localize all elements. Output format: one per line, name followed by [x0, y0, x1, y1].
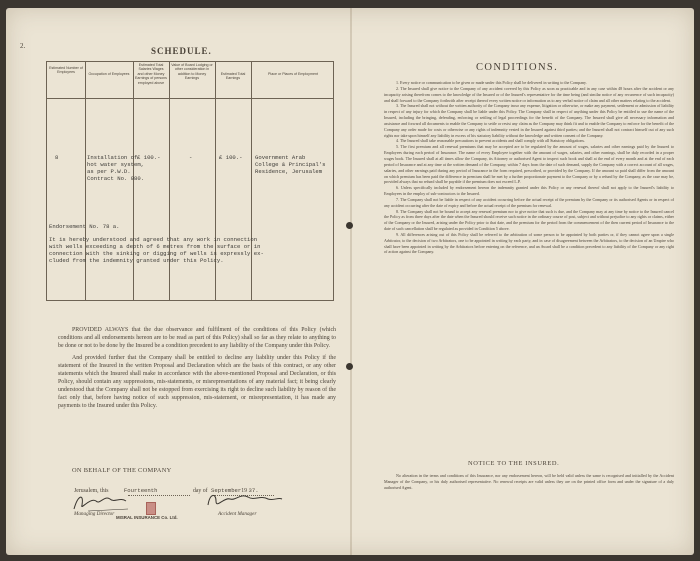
cell-occupation-1: Installation of: [87, 154, 138, 161]
page-number: 2.: [20, 42, 26, 50]
policy-sheet: [6, 8, 694, 555]
cell-place-1: Government Arab: [255, 154, 306, 161]
punch-hole-top: [346, 222, 353, 229]
endorsement-line: It is hereby understood and agreed that any work in connection: [49, 236, 258, 243]
cell-employees: 8: [55, 154, 59, 161]
on-behalf-heading: ON BEHALF OF THE COMPANY: [72, 467, 172, 474]
provided-paragraph: PROVIDED ALWAYS that the due observance and fulfilment of the conditions of this Policy (which conditions and all endorsements hereon are to be read as part of this Policy) shall so far as they relate to anything to be done or not to be done by the Insured be a condition precedent to any liability of the Company under this Policy.: [58, 327, 336, 349]
dated-month: September: [211, 487, 242, 494]
cell-occupation-3: as per P.W.D.: [87, 168, 131, 175]
conditions-body: [384, 80, 674, 255]
endorsement-title: Endorsement No. 78 a.: [49, 223, 120, 230]
provided-clause: [58, 326, 336, 414]
condition-7: 7. The Company shall not be liable in respect of any accident occurring before the actual receipt of the premium by the Company or its authorised Agents or in respect of any accident occurring after the date of expiry and before the actual receipt of the premium for renewal.: [384, 196, 674, 208]
provided-paragraph: And provided further that the Company shall be entitled to decline any liability under this Policy if the statement of the Insured in the written Proposal and Declaration which are the basis of this contract, or any other statements which the Insured shall make in accordance with the above-mentioned Proposal and Declaration, or this Policy, should contain any suppressions, mis-statements, or misrepresentations of any material fact; it being clearly understood that the Company shall not be estopped from exercising its right to decline such liability by reason of the fact only that, before having notice of such suppression, mis-statement, or misrepresentation, it has made any payments to the Insured under this Policy.: [58, 355, 336, 409]
dated-year: 37.: [248, 487, 259, 494]
header-board: Value of Board Lodging or other consideration in addition to Money Earnings: [171, 63, 213, 81]
schedule-table: [46, 61, 334, 301]
header-employees: Estimated Number of Employees: [49, 66, 83, 75]
cell-occupation-2: hot water system,: [87, 161, 145, 168]
condition-5: 5. The first premium and all renewal premiums that may be accepted are to be regulated by the amount of wages, salaries and other earnings paid by the Insured to Employees during each period of Insurance. The name of every Employee together with the amount of wages, salaries, and other earnings, shall be duly recorded in a proper wages book. The Insured shall at all times allow the Company, its Attorney or authorised Agent to inspect such book and shall at the end of every month and at the end of each period of Insurance and at any time at the written demand of the Company, within 7 days from the date of such demand, supply the Company with a correct account of all wages, salaries, and other earnings paid during any period of Insurance in the form required, prescribed, or provided by the Company. If the amount so paid shall differ from the amount on which premium has been paid the difference in premium shall be met by a further proportionate payment to the Company or by a refund by the Company, as the case may be, provided always that no refund shall be payable if the premium does not exceed L.P.: [384, 144, 674, 185]
notice-text: No alteration in the terms and conditions of this Insurance, nor any endorsement hereon, will be held valid unless the same is recognised and initialled by the Accident Manager of the Company, or his duly authorised representative. No renewal receipts are valid unless they are on the printed office form and under the signature of a duly authorised Agent.: [384, 473, 674, 490]
condition-8: 8. The Company shall not be bound to accept any renewal premium nor to give notice that such is due, and the Company may at any time by notice to the Insured cancel the Policy as from three days after the date when the Insured should receive such notice in the ordinary course of post, subject and without prejudice to any rights or claims, either of the Company or the Insured, arising under the Policy prior to that date, and the premium for the period from the commencement of the then current period of Insurance to the date of such cancellation shall be regulated as provided in Condition 5 above.: [384, 208, 674, 232]
accident-manager-label: Accident Manager: [218, 511, 257, 517]
condition-9: 9. All differences arising out of this Policy shall be referred to the arbitration of some person to be appointed by both parties or, if they cannot agree upon a single Arbitrator, to the decision of two Arbitrators, one to be appointed in writing by each party, and in case of disagreement between the Arbitrators, to the decision of an Umpire who shall have been appointed in writing by the Arbitrators before entering on the reference, and an Award shall be a condition precedent to any liability of the Company or any right of action against the Company.: [384, 231, 674, 255]
cell-place-2: College & Principal's: [255, 161, 326, 168]
cell-place-3: Residence, Jerusalem: [255, 168, 323, 175]
cell-occupation-4: Contract No. 980.: [87, 175, 145, 182]
condition-3: 3. The Insured shall not without the written authority of the Company incur any expense, litigation or otherwise, or make any payment, settlement or admission of liability in respect of any injury for which the Company shall be liable under this Policy. The Company shall in respect of anything under this Policy be entitled to use the name of the Insured, including the bringing, defending, enforcing or settling of legal proceedings for the benefit of the Company. The Insured shall give all necessary information and assistance and forward all documents to enable the Company to settle or resist any claim as the Company may think fit and to enable the Company to enforce for the benefit of the Company any order made for costs or otherwise or any rights of indemnity vested in the Insured against third parties; and the Insured shall not contract himself out of any such rights nor take upon himself any liability in excess of his statutory liability without the knowledge and written consent of the Company.: [384, 103, 674, 138]
conditions-title: CONDITIONS.: [476, 62, 559, 73]
cell-total: £ 100.-: [219, 154, 243, 161]
endorsement-line: cluded from the indemnity granted under this Policy.: [49, 257, 224, 264]
schedule-title: SCHEDULE.: [151, 46, 212, 56]
dated-place: Jerusalem, this: [74, 488, 109, 494]
condition-1: 1. Every notice or communication to be given or made under this Policy shall be delivered in writing to the Company.: [396, 80, 587, 85]
company-stamp-text: MISRAL INSURANCE Co. Ltd.: [116, 515, 178, 520]
notice-body: [384, 473, 674, 491]
endorsement-line: connection with the sinking or digging of wells is expressly ex-: [49, 250, 264, 257]
dated-mid: day of: [192, 488, 208, 494]
endorsement-line: with wells exceeding a depth of 6 metres from the surface or in: [49, 243, 261, 250]
dated-year-prefix: 19: [241, 488, 248, 494]
cell-board: -: [189, 154, 193, 161]
header-salaries: Estimated Total Salaries Wages and other Money Earnings of persons employed above: [135, 63, 167, 85]
signature-accident-manager: [202, 489, 286, 513]
revenue-stamp: [146, 502, 156, 515]
condition-6: 6. Unless specifically included by endorsement hereon the indemnity granted under this Policy or any renewal thereof shall not apply to the Insured's liability to Employees in the employ of sub-contractors to the Insured.: [384, 185, 674, 197]
header-occupation: Occupation of Employees: [88, 72, 130, 76]
cell-salaries: £ 100.-: [137, 154, 161, 161]
condition-2: 2. The Insured shall give notice to the Company of any accident covered by this Policy as soon as practicable and in any case within 48 hours after the accident or any incapacity arising therefrom comes to the knowledge of the Insured or of the Insured's representative for the time being (and similar notice of any recurrence of such incapacity) and shall forward to the Company forthwith after receipt thereof every written notice or information as to any verbal notice of claim and all other matters relating to the accident.: [384, 85, 674, 103]
condition-4: 4. The Insured shall take reasonable precautions to prevent accidents and shall comply with all Statutory obligations.: [396, 138, 585, 144]
page-fold: [350, 8, 352, 555]
header-total: Estimated Total Earnings: [220, 72, 246, 81]
managing-director-label: Managing Director: [74, 511, 115, 517]
header-divider: [47, 98, 333, 99]
dated-day: Fourteenth: [123, 487, 158, 494]
notice-title: NOTICE TO THE INSURED.: [468, 460, 560, 467]
header-place: Place or Places of Employment: [268, 72, 318, 76]
punch-hole-bottom: [346, 363, 353, 370]
